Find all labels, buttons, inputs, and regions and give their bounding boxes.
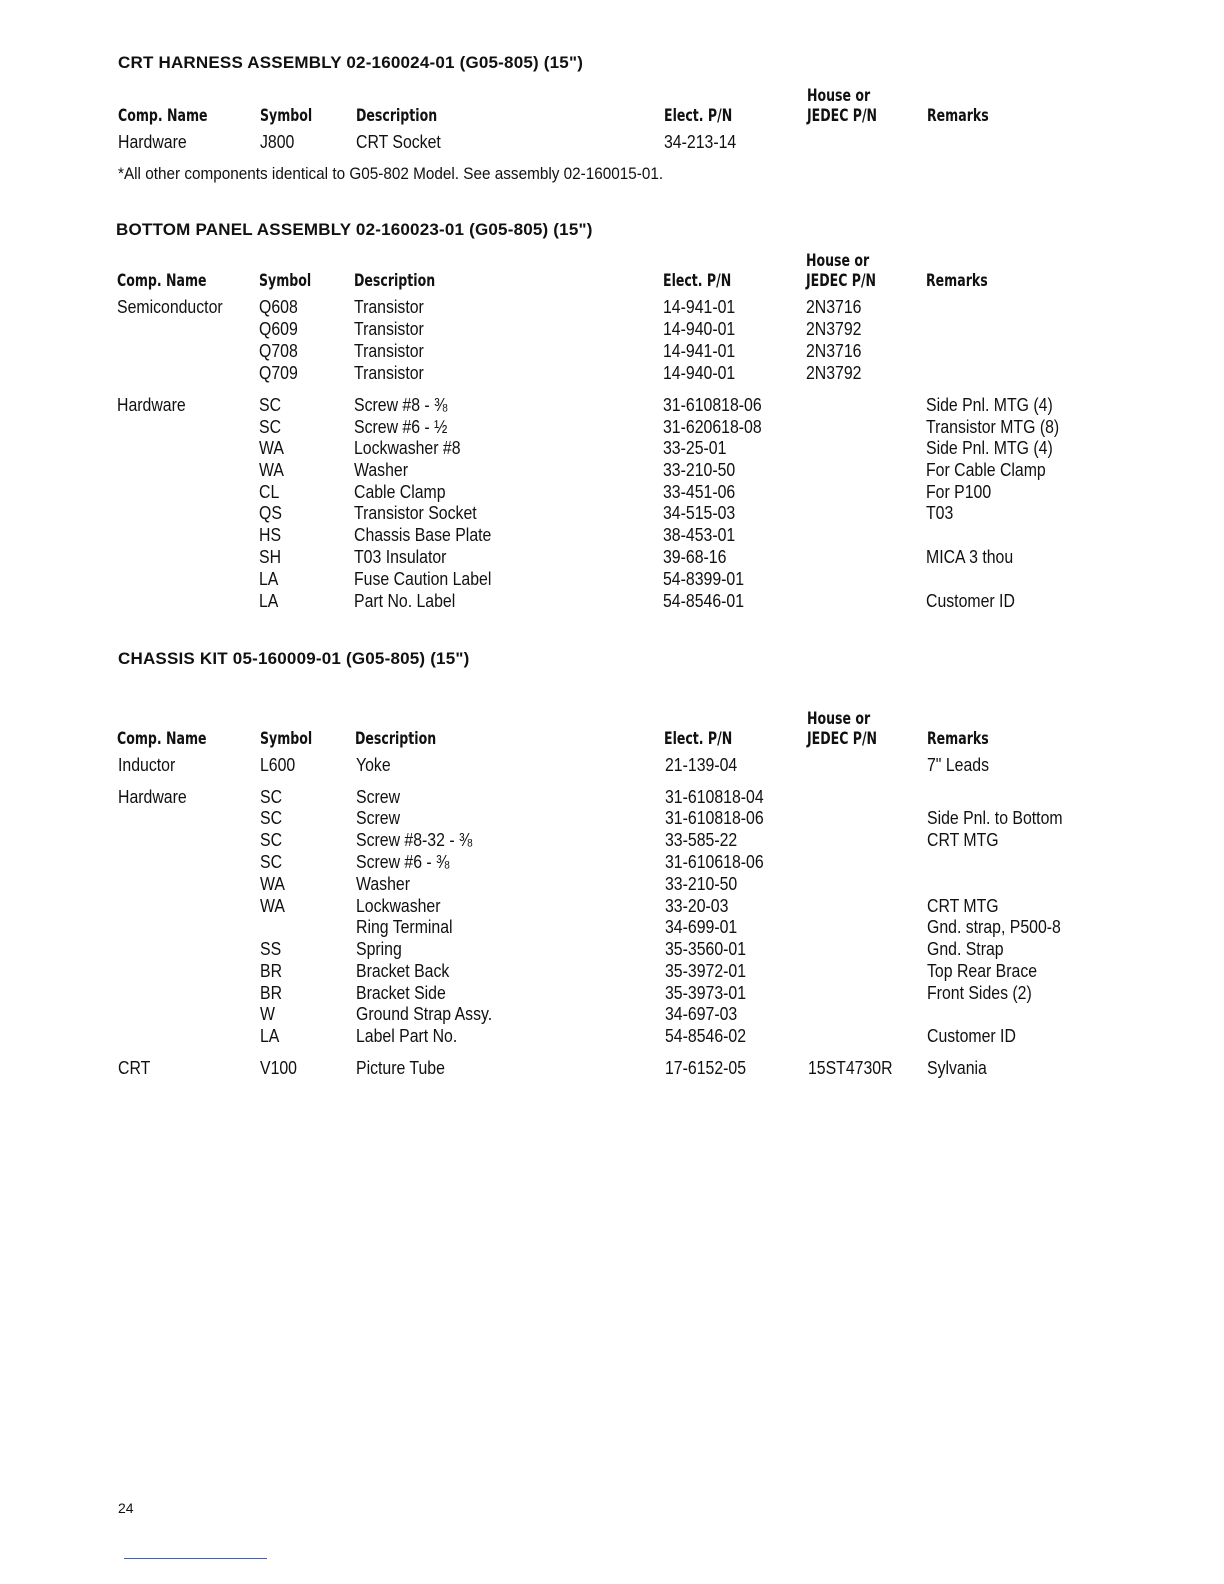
section-title: BOTTOM PANEL ASSEMBLY 02-160023-01 (G05-805) (15") [116,220,593,239]
cell-elect: 14-941-01 [663,297,736,317]
cell-remarks: Customer ID [927,1026,1016,1046]
cell-description: Transistor [354,341,424,361]
cell-symbol: LA [259,569,279,589]
cell-remarks: Front Sides (2) [927,983,1032,1003]
cell-symbol: SC [259,395,282,415]
cell-remarks: Gnd. strap, P500-8 [927,917,1061,937]
cell-elect: 33-585-22 [665,830,738,850]
cell-elect: 35-3973-01 [665,983,747,1003]
cell-elect: 14-941-01 [663,341,736,361]
cell-remarks: 7" Leads [927,755,989,775]
cell-elect: 33-210-50 [665,874,738,894]
cell-description: Transistor [354,363,424,383]
header-symbol: Symbol [260,729,313,749]
cell-description: T03 Insulator [354,547,447,567]
header-description: Description [354,271,436,291]
header-house-or: House or [806,251,870,271]
cell-description: Screw #6 - ½ [354,417,448,437]
cell-symbol: WA [260,896,285,916]
cell-remarks: Top Rear Brace [927,961,1038,981]
cell-description: Yoke [356,755,391,775]
cell-symbol: SC [260,808,283,828]
header-comp-name: Comp. Name [118,106,208,126]
cell-symbol: QS [259,503,282,523]
cell-elect: 31-610818-06 [665,808,764,828]
header-symbol: Symbol [260,106,313,126]
cell-elect: 33-451-06 [663,482,736,502]
header-elect-pn: Elect. P/N [664,106,733,126]
cell-symbol: L600 [260,755,296,775]
header-remarks: Remarks [927,106,989,126]
cell-symbol: W [260,1004,275,1024]
header-remarks: Remarks [926,271,988,291]
cell-remarks: For P100 [926,482,992,502]
section-title: CHASSIS KIT 05-160009-01 (G05-805) (15") [118,649,470,668]
cell-symbol: SS [260,939,282,959]
cell-elect: 31-610818-06 [663,395,762,415]
cell-remarks: Transistor MTG (8) [926,417,1060,437]
cell-comp: Hardware [118,132,187,152]
cell-symbol: LA [259,591,279,611]
cell-elect: 17-6152-05 [665,1058,747,1078]
cell-symbol: V100 [260,1058,298,1078]
header-house-or: House or [807,86,871,106]
cell-symbol: SC [260,852,283,872]
cell-description: Cable Clamp [354,482,446,502]
cell-remarks: CRT MTG [927,896,999,916]
cell-symbol: WA [260,874,285,894]
footer-rule [124,1558,267,1559]
header-elect-pn: Elect. P/N [664,729,733,749]
header-house-or: House or [807,709,871,729]
cell-symbol: WA [259,438,284,458]
cell-symbol: SH [259,547,282,567]
cell-remarks: Side Pnl. MTG (4) [926,438,1053,458]
cell-description: Ring Terminal [356,917,453,937]
cell-remarks: Customer ID [926,591,1015,611]
cell-elect: 35-3972-01 [665,961,747,981]
cell-elect: 14-940-01 [663,319,736,339]
cell-elect: 33-210-50 [663,460,736,480]
cell-elect: 34-515-03 [663,503,736,523]
cell-comp: Semiconductor [117,297,223,317]
cell-description: Chassis Base Plate [354,525,492,545]
cell-elect: 31-610618-06 [665,852,764,872]
header-comp-name: Comp. Name [117,729,207,749]
cell-elect: 38-453-01 [663,525,736,545]
cell-elect: 21-139-04 [665,755,738,775]
cell-elect: 34-697-03 [665,1004,738,1024]
cell-description: Screw #8-32 - ⅜ [356,830,473,850]
cell-description: Screw [356,808,401,828]
cell-elect: 34-213-14 [664,132,737,152]
cell-symbol: Q708 [259,341,298,361]
cell-description: Bracket Side [356,983,446,1003]
cell-comp: Hardware [117,395,186,415]
cell-remarks: Sylvania [927,1058,987,1078]
cell-symbol: CL [259,482,280,502]
cell-description: Spring [356,939,402,959]
cell-jedec: 2N3792 [806,363,862,383]
cell-remarks: For Cable Clamp [926,460,1046,480]
cell-symbol: Q709 [259,363,298,383]
cell-symbol: Q609 [259,319,298,339]
cell-elect: 35-3560-01 [665,939,747,959]
cell-symbol: HS [259,525,282,545]
cell-remarks: Gnd. Strap [927,939,1004,959]
cell-symbol: SC [259,417,282,437]
cell-remarks: Side Pnl. MTG (4) [926,395,1053,415]
cell-description: CRT Socket [356,132,441,152]
cell-elect: 39-68-16 [663,547,727,567]
footnote: *All other components identical to G05-802 Model. See assembly 02-160015-01. [118,164,664,183]
cell-description: Transistor [354,319,424,339]
cell-description: Ground Strap Assy. [356,1004,493,1024]
cell-symbol: J800 [260,132,295,152]
cell-description: Screw #6 - ⅜ [356,852,450,872]
cell-comp: Hardware [118,787,187,807]
cell-symbol: SC [260,830,283,850]
header-remarks: Remarks [927,729,989,749]
cell-remarks: CRT MTG [927,830,999,850]
header-description: Description [356,106,438,126]
cell-elect: 31-610818-04 [665,787,764,807]
header-jedec-pn: JEDEC P/N [806,271,877,291]
cell-remarks: Side Pnl. to Bottom [927,808,1063,828]
cell-elect: 54-8546-02 [665,1026,747,1046]
cell-elect: 31-620618-08 [663,417,762,437]
cell-description: Screw [356,787,401,807]
cell-comp: Inductor [118,755,176,775]
header-symbol: Symbol [259,271,312,291]
cell-remarks: T03 [926,503,954,523]
cell-description: Screw #8 - ⅜ [354,395,448,415]
header-jedec-pn: JEDEC P/N [807,106,878,126]
cell-description: Label Part No. [356,1026,458,1046]
header-elect-pn: Elect. P/N [663,271,732,291]
cell-jedec: 15ST4730R [808,1058,893,1078]
page-number: 24 [118,1500,134,1516]
cell-elect: 33-20-03 [665,896,729,916]
cell-description: Part No. Label [354,591,456,611]
section-title: CRT HARNESS ASSEMBLY 02-160024-01 (G05-805) (15") [118,53,584,72]
cell-description: Transistor Socket [354,503,477,523]
cell-description: Bracket Back [356,961,450,981]
cell-comp: CRT [118,1058,151,1078]
cell-elect: 54-8399-01 [663,569,745,589]
cell-symbol: WA [259,460,284,480]
cell-remarks: MICA 3 thou [926,547,1014,567]
cell-symbol: SC [260,787,283,807]
cell-jedec: 2N3792 [806,319,862,339]
header-comp-name: Comp. Name [117,271,207,291]
cell-symbol: LA [260,1026,280,1046]
cell-symbol: Q608 [259,297,298,317]
cell-description: Transistor [354,297,424,317]
cell-description: Lockwasher #8 [354,438,461,458]
cell-symbol: BR [260,961,283,981]
cell-elect: 54-8546-01 [663,591,745,611]
cell-elect: 34-699-01 [665,917,738,937]
cell-description: Washer [354,460,408,480]
cell-elect: 14-940-01 [663,363,736,383]
cell-description: Fuse Caution Label [354,569,492,589]
header-description: Description [355,729,437,749]
cell-symbol: BR [260,983,283,1003]
header-jedec-pn: JEDEC P/N [807,729,878,749]
cell-description: Picture Tube [356,1058,445,1078]
cell-jedec: 2N3716 [806,297,862,317]
cell-description: Lockwasher [356,896,441,916]
cell-description: Washer [356,874,410,894]
cell-elect: 33-25-01 [663,438,727,458]
cell-jedec: 2N3716 [806,341,862,361]
